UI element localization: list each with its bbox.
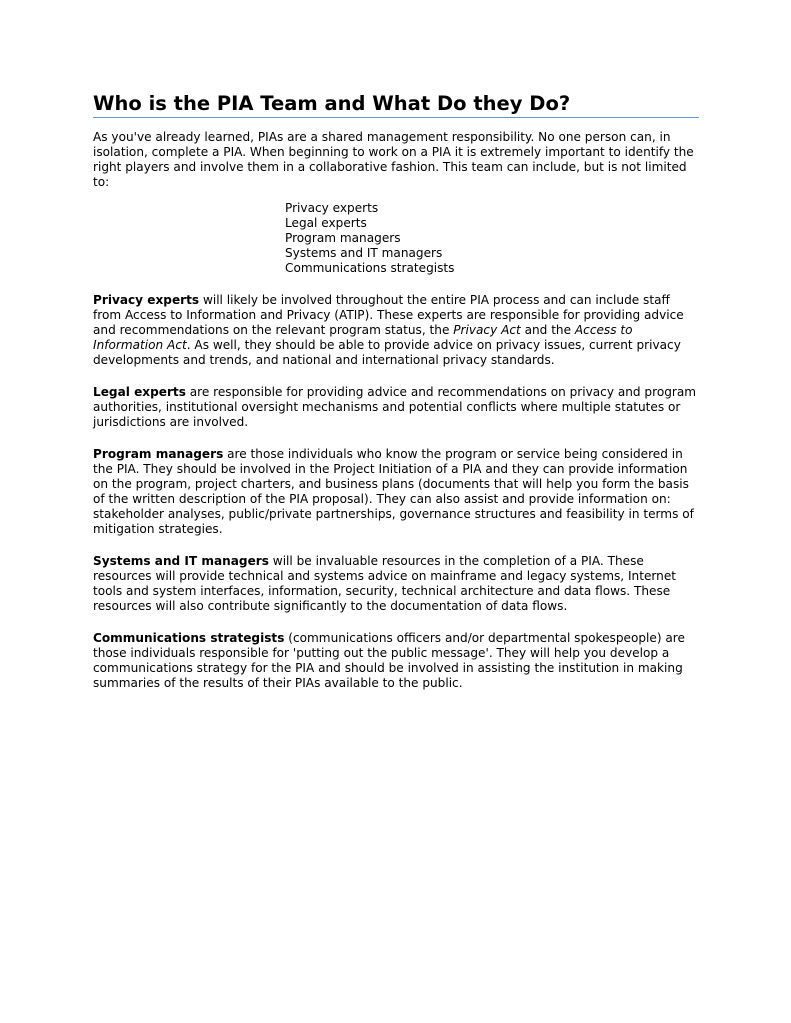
paragraph-text: and the: [520, 323, 575, 337]
list-item: Legal experts: [285, 216, 367, 230]
paragraph-text: are those individuals who know the program or service being considered in the PIA. They should be involved in the Project Initiation of a PIA and they can provide information on the program, project charters, and business plans (documents that will help you form the basis of the written description of the PIA proposal). They can also assist and provide information on: stakeholder analyses, public/private partnerships, governance structures and feasibility in terms of mitigation strategies.: [93, 447, 694, 536]
paragraph-text: are responsible for providing advice and recommendations on privacy and program authorities, institutional oversight mechanisms and potential conflicts where multiple statutes or jurisdictions are involved.: [93, 385, 697, 429]
privacy-experts-term: Privacy experts: [93, 293, 200, 307]
team-list: [285, 201, 699, 276]
list-item: Program managers: [285, 231, 401, 245]
privacy-act-reference: Privacy Act: [453, 323, 521, 337]
paragraph-text: (communications officers and/or departmental spokespeople) are those individuals responsible for 'putting out the public message'. They will help you develop a communications strategy for the PIA and should be involved in assisting the institution in making summaries of the results of their PIAs available to the public.: [93, 631, 685, 690]
paragraph-text: will likely be involved throughout the entire PIA process and can include staff from Access to Information and Privacy (ATIP). These experts are responsible for providing advice and recommendations on the relevant program status, the: [93, 293, 684, 337]
systems-it-managers-term: Systems and IT managers: [93, 554, 269, 568]
intro-paragraph: As you've already learned, PIAs are a shared management responsibility. No one person can, in isolation, complete a PIA. When beginning to work on a PIA it is extremely important to identify the right players and involve them in a collaborative fashion. This team can include, but is not limited to:: [93, 130, 694, 189]
paragraph-text: will be invaluable resources in the completion of a PIA. These resources will provide technical and systems advice on mainframe and legacy systems, Internet tools and system interfaces, information, security, technical architecture and data flows. These resources will also contribute significantly to the documentation of data flows.: [93, 554, 677, 613]
program-managers-term: Program managers: [93, 447, 224, 461]
list-item: Communications strategists: [285, 261, 455, 275]
systems-it-managers-paragraph: [93, 554, 699, 614]
list-item: Systems and IT managers: [285, 246, 443, 260]
page-title: Who is the PIA Team and What Do they Do?: [93, 92, 699, 118]
communications-strategists-term: Communications strategists: [93, 631, 285, 645]
legal-experts-term: Legal experts: [93, 385, 186, 399]
legal-experts-paragraph: [93, 385, 699, 430]
document-page: [93, 92, 699, 691]
program-managers-paragraph: [93, 447, 699, 537]
privacy-experts-paragraph: [93, 293, 699, 368]
communications-strategists-paragraph: [93, 631, 699, 691]
paragraph-text: . As well, they should be able to provide advice on privacy issues, current privacy developments and trends, and national and international privacy standards.: [93, 338, 681, 367]
list-item: Privacy experts: [285, 201, 379, 215]
access-to-information-act-reference: Access to Information Act: [93, 323, 633, 352]
